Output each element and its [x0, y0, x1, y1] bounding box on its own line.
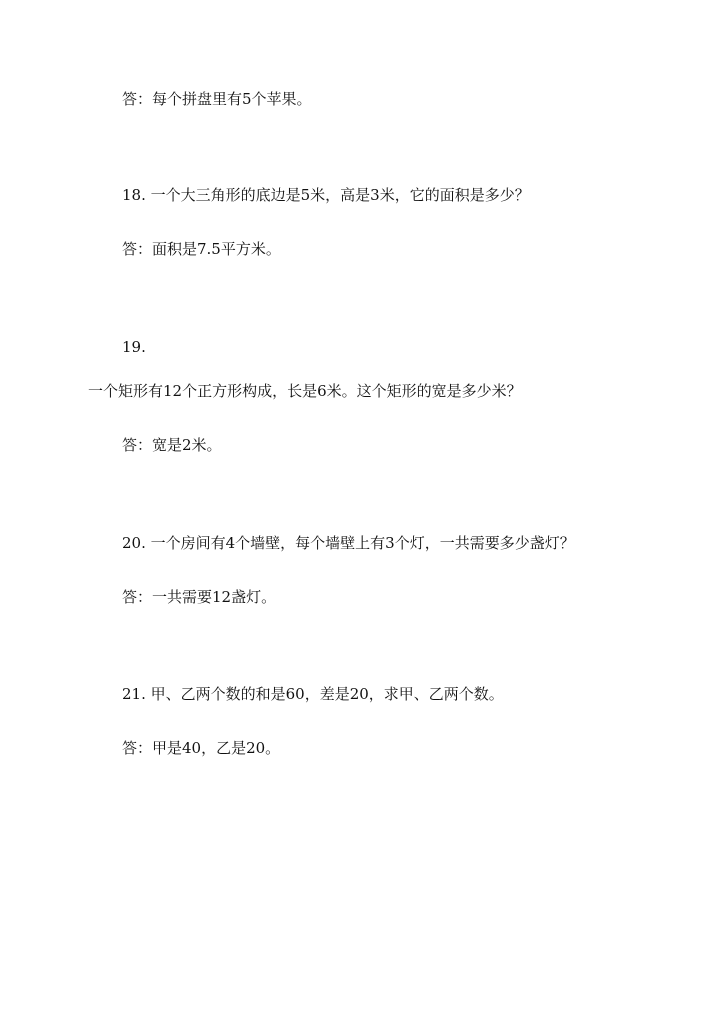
- answer-18: 答：面积是7.5平方米。: [122, 240, 281, 258]
- question-21: 21. 甲、乙两个数的和是60，差是20，求甲、乙两个数。: [122, 685, 504, 703]
- answer-19: 答：宽是2米。: [122, 436, 222, 454]
- question-19: 一个矩形有12个正方形构成，长是6米。这个矩形的宽是多少米？: [88, 382, 522, 400]
- answer-21: 答：甲是40，乙是20。: [122, 739, 281, 757]
- question-19-number: 19.: [122, 338, 146, 356]
- answer-20: 答：一共需要12盏灯。: [122, 588, 277, 606]
- question-20: 20. 一个房间有4个墙壁，每个墙壁上有3个灯，一共需要多少盏灯？: [122, 534, 575, 552]
- question-18: 18. 一个大三角形的底边是5米，高是3米，它的面积是多少？: [122, 186, 530, 204]
- answer-17: 答：每个拼盘里有5个苹果。: [122, 90, 312, 108]
